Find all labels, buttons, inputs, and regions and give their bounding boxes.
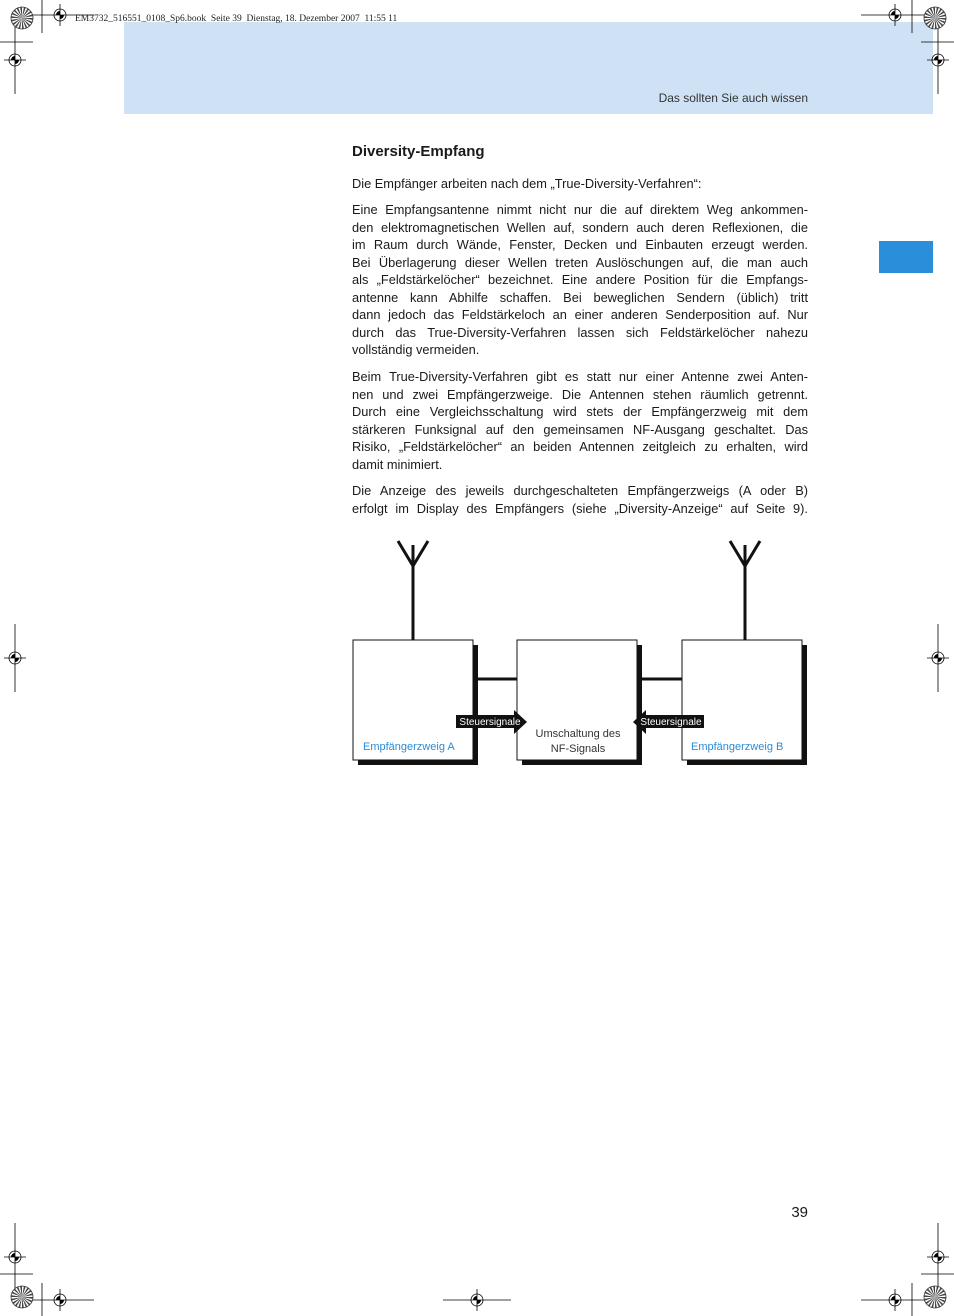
- receiver-branch-b-label: Empfängerzweig B: [691, 741, 784, 753]
- text-line: dann jedoch das Feldstärkeloch an einer anderen Senderposition auf. Nur: [352, 307, 808, 322]
- registration-mark-icon: [927, 1223, 949, 1291]
- registration-mark-icon: [443, 1289, 511, 1311]
- page-title: Diversity-Empfang: [352, 143, 485, 160]
- text-line: durch das True-Diversity-Verfahren lassen sich Feldstärkelöcher nahezu: [352, 324, 808, 340]
- switch-label-line1: Umschaltung des: [535, 728, 621, 740]
- starburst-target-icon: [11, 1286, 33, 1308]
- text-line: Eine Empfangsantenne nimmt nicht nur die auf direktem Weg ankommen-: [352, 202, 808, 217]
- text-line: stärkeren Funksignal auf den gemeinsamen NF-Ausgang geschaltet. Das: [352, 421, 808, 437]
- text-line: vollständig vermeiden.: [352, 342, 480, 357]
- text-line: Bei Überlagerung dieser Wellen treten Auslöschungen auf, die man auch: [352, 254, 808, 270]
- text-line: Die Empfänger arbeiten nach dem „True-Diversity-Verfahren“:: [352, 176, 702, 191]
- registration-mark-icon: [4, 624, 26, 692]
- text-line: Die Anzeige des jeweils durchgeschalteten Empfängerzweigs (A oder B): [352, 483, 808, 498]
- text-line: erfolgt im Display des Empfängers (siehe „Diversity-Anzeige“ auf Seite 9).: [352, 500, 808, 516]
- registration-mark-icon: [861, 4, 929, 26]
- text-line: nen und zwei Empfängerzweige. Die Antennen stehen räumlich getrennt.: [352, 386, 808, 402]
- text-line: als „Feldstärkelöcher“ bezeichnet. Eine andere Position für die Empfangs-: [352, 272, 808, 287]
- print-slug: EM3732_516551_0108_Sp6.book Seite 39 Dienstag, 18. Dezember 2007 11:55 11: [75, 14, 398, 24]
- registration-mark-icon: [861, 1289, 929, 1311]
- text-line: den elektromagnetischen Wellen auf, sondern auch deren Reflexionen, die: [352, 219, 808, 235]
- page-number: 39: [791, 1204, 808, 1221]
- text-line: antenne kann Abhilfe schaffen. Bei beweglichen Sendern (üblich) tritt: [352, 289, 808, 305]
- starburst-target-icon: [924, 7, 946, 29]
- receiver-branch-a-label: Empfängerzweig A: [363, 741, 455, 753]
- registration-mark-icon: [4, 1223, 26, 1291]
- section-title: Das sollten Sie auch wissen: [658, 91, 808, 105]
- control-signal-a-label: Steuersignale: [459, 717, 521, 728]
- registration-mark-icon: [927, 624, 949, 692]
- registration-mark-icon: [4, 26, 26, 94]
- text-line: im Raum durch Wände, Fenster, Decken und Einbauten erzeugt werden.: [352, 237, 808, 252]
- control-signal-b-label: Steuersignale: [640, 717, 702, 728]
- starburst-target-icon: [11, 7, 33, 29]
- registration-mark-icon: [927, 26, 949, 94]
- switch-label-line2: NF-Signals: [550, 743, 606, 755]
- text-line: Durch eine Vergleichsschaltung wird stets der Empfängerzweig mit dem: [352, 404, 808, 419]
- text-line: Beim True-Diversity-Verfahren gibt es statt nur einer Antenne zwei Anten-: [352, 369, 808, 384]
- text-line: Risiko, „Feldstärkelöcher“ an beiden Antennen zeitgleich zu erhalten, wird: [352, 439, 808, 454]
- text-line: damit minimiert.: [352, 456, 443, 472]
- registration-mark-icon: [26, 1289, 94, 1311]
- starburst-target-icon: [924, 1286, 946, 1308]
